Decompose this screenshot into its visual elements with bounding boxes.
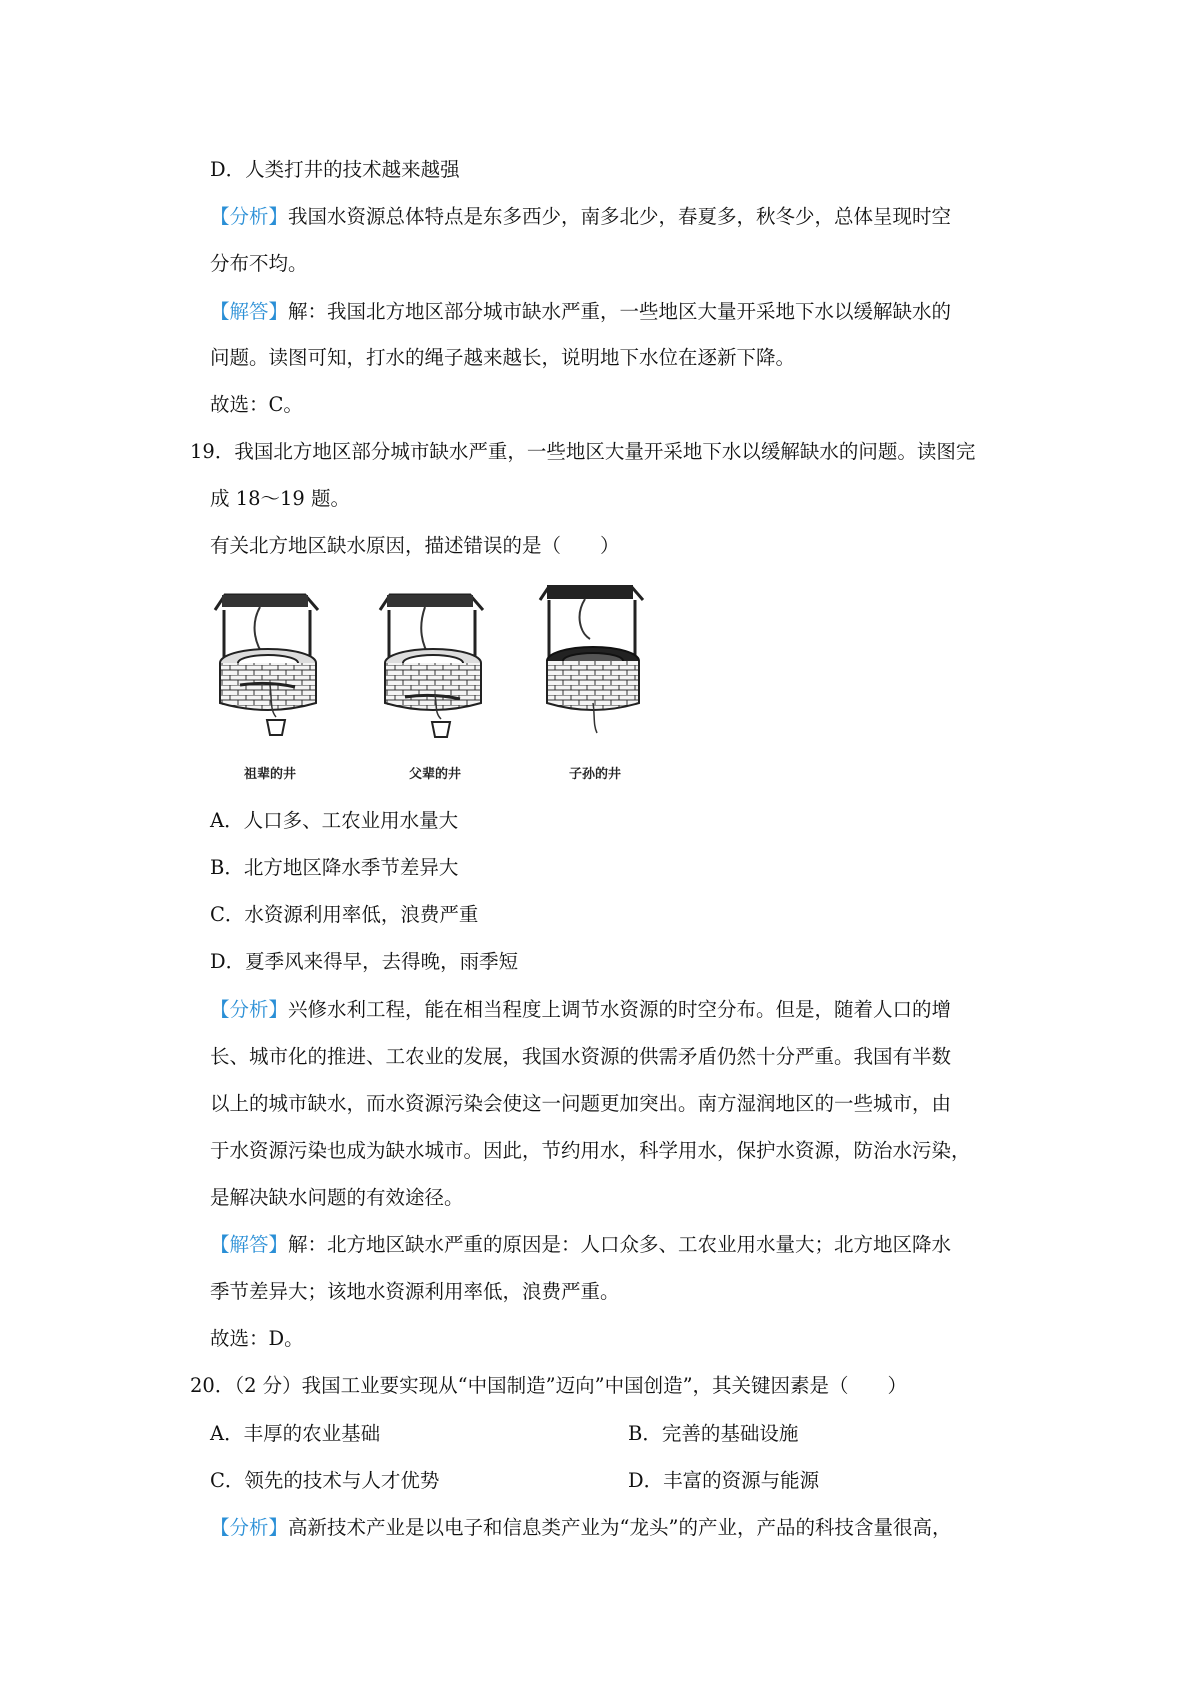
q19-answer-line: 季节差异大；该地水资源利用率低，浪费严重。: [210, 1280, 620, 1303]
analysis-line: 分布不均。: [210, 252, 308, 275]
figure-caption: 父辈的井: [408, 767, 461, 782]
q19-option-c: C．水资源利用率低，浪费严重: [210, 903, 479, 926]
q19-stem: 成 18～19 题。: [210, 487, 351, 510]
q19-option-b: B．北方地区降水季节差异大: [210, 856, 459, 879]
choice-line: 故选：C。: [210, 393, 303, 416]
q20-analysis-line: [210, 1514, 951, 1542]
grandchildren-well-icon: [540, 585, 643, 733]
q19-analysis-line: [210, 996, 951, 1024]
analysis-tag: 【分析】: [210, 205, 289, 228]
q19-option-a: A．人口多、工农业用水量大: [210, 809, 459, 832]
grandparents-well-icon: [215, 595, 318, 735]
answer-line: [210, 298, 951, 326]
q20-option-a: A．丰厚的农业基础: [210, 1422, 381, 1445]
wells-illustration: [210, 585, 700, 760]
q20-stem: 20．（2 分）我国工业要实现从“中国制造”迈向”中国创造”，其关键因素是（ ）: [190, 1374, 908, 1397]
parents-well-icon: [380, 595, 483, 737]
q19-analysis-line: 于水资源污染也成为缺水城市。因此，节约用水，科学用水，保护水资源，防治水污染，: [210, 1139, 971, 1162]
figure-caption: 祖辈的井: [243, 767, 296, 782]
q19-analysis-line: 长、城市化的推进、工农业的发展，我国水资源的供需矛盾仍然十分严重。我国有半数: [210, 1045, 952, 1068]
answer-line: 问题。读图可知，打水的绳子越来越长，说明地下水位在逐新下降。: [210, 346, 796, 369]
analysis-line: [210, 203, 951, 231]
q19-option-d: D．夏季风来得早，去得晚，雨季短: [210, 950, 519, 973]
q19-choice: 故选：D。: [210, 1327, 304, 1350]
answer-tag: 【解答】: [210, 300, 289, 323]
analysis-text: 兴修水利工程，能在相当程度上调节水资源的时空分布。但是，随着人口的增: [288, 998, 952, 1021]
q19-answer-line: [210, 1231, 951, 1259]
analysis-tag: 【分析】: [210, 998, 289, 1021]
q19-analysis-line: 是解决缺水问题的有效途径。: [210, 1186, 464, 1209]
analysis-text: 高新技术产业是以电子和信息类产业为“龙头”的产业，产品的科技含量很高，: [288, 1516, 952, 1539]
q20-option-b: B．完善的基础设施: [628, 1422, 799, 1445]
figure-caption: 子孙的井: [568, 767, 621, 782]
q20-option-d: D．丰富的资源与能源: [628, 1469, 820, 1492]
q20-option-c: C．领先的技术与人才优势: [210, 1469, 440, 1492]
q19-analysis-line: 以上的城市缺水，而水资源污染会使这一问题更加突出。南方湿润地区的一些城市，由: [210, 1092, 952, 1115]
answer-tag: 【解答】: [210, 1233, 289, 1256]
option-d: D．人类打井的技术越来越强: [210, 158, 460, 181]
answer-text: 解：北方地区缺水严重的原因是：人口众多、工农业用水量大；北方地区降水: [288, 1233, 952, 1256]
analysis-tag: 【分析】: [210, 1516, 289, 1539]
q19-stem: 19．我国北方地区部分城市缺水严重，一些地区大量开采地下水以缓解缺水的问题。读图完: [190, 440, 976, 463]
analysis-text: 我国水资源总体特点是东多西少，南多北少，春夏多，秋冬少，总体呈现时空: [288, 205, 952, 228]
q19-question: 有关北方地区缺水原因，描述错误的是（ ）: [210, 534, 620, 557]
answer-text: 解：我国北方地区部分城市缺水严重，一些地区大量开采地下水以缓解缺水的: [288, 300, 952, 323]
wells-figure: [210, 585, 700, 785]
